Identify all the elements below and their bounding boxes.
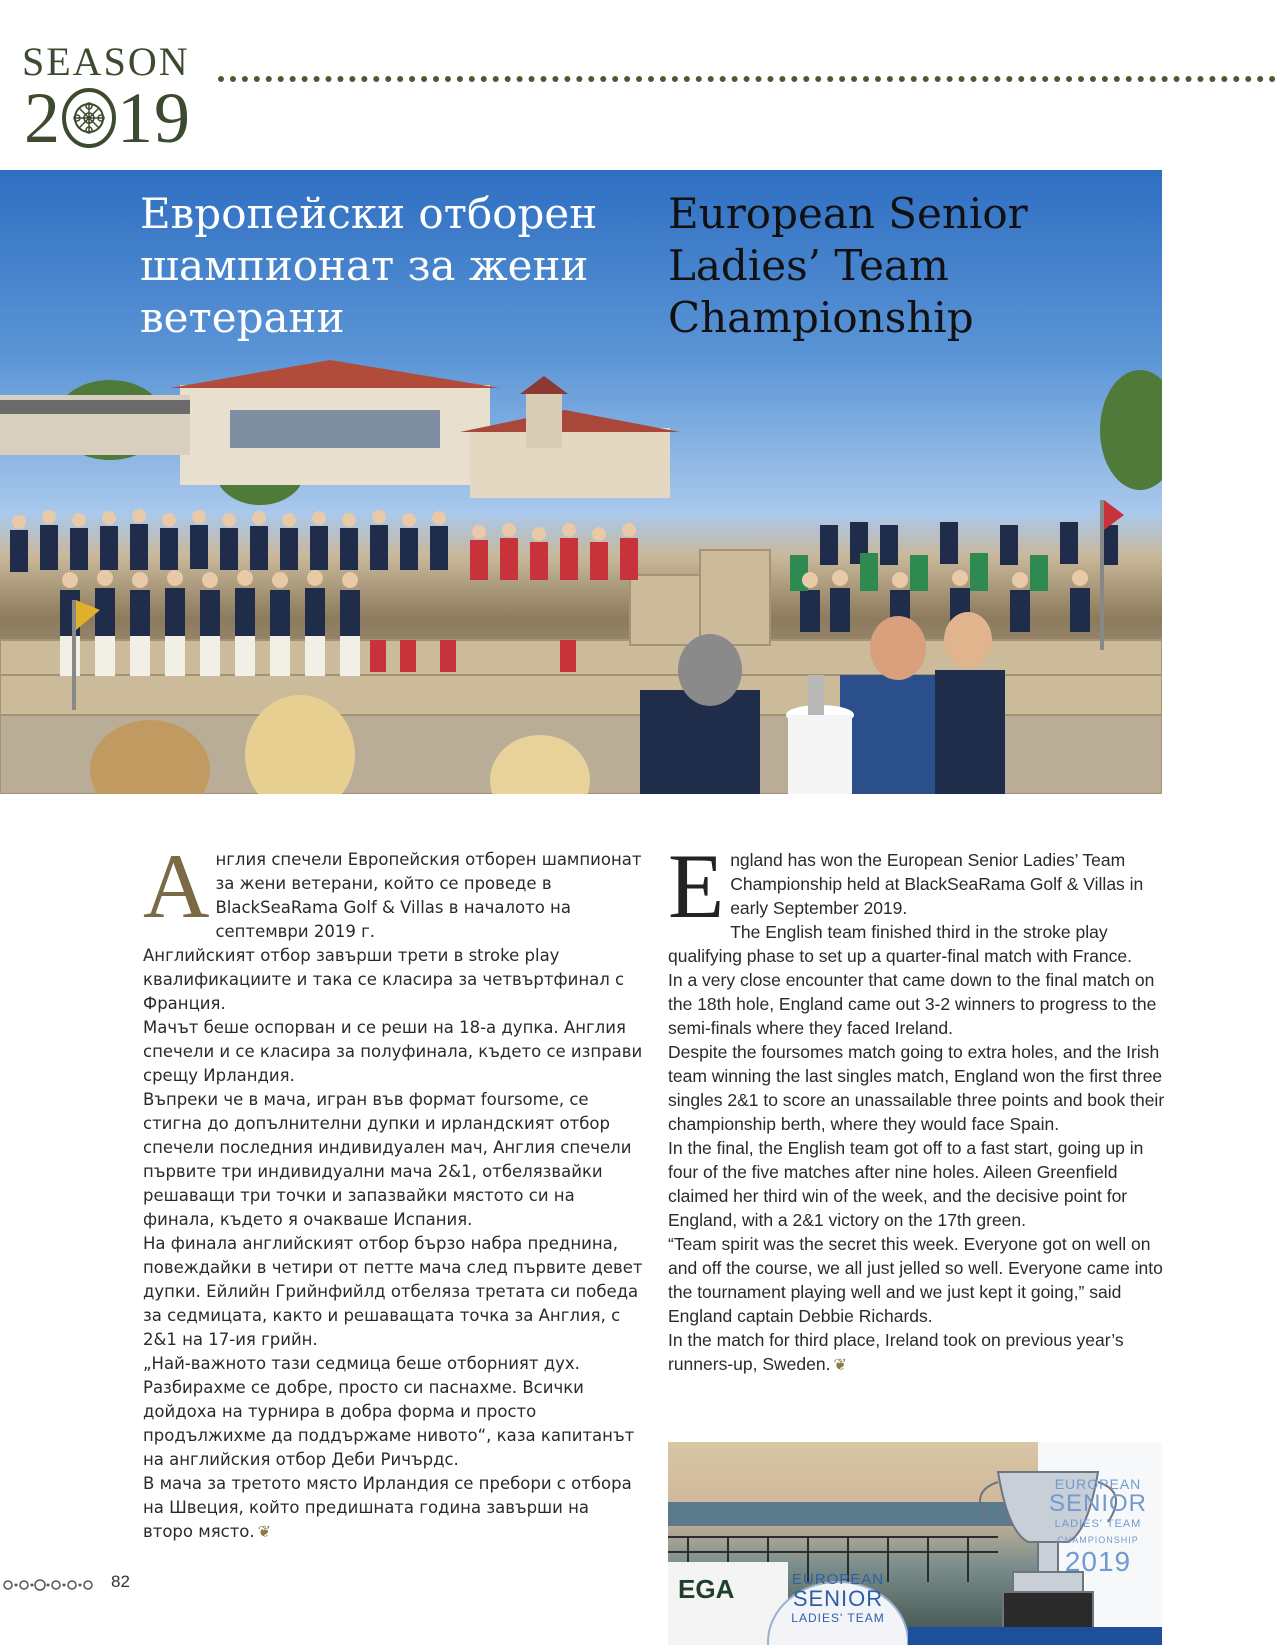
banner-line: LADIES' TEAM [1054,1518,1142,1530]
leaf-endmark-icon: ❦ [833,1357,847,1374]
season-year [24,78,191,158]
ega-logo: EGA [678,1574,735,1604]
banner-line: EUROPEAN [791,1571,885,1588]
championship-banner-backdrop [1038,1476,1158,1576]
hero-title-bulgarian: Европейски отборен шампионат за жени ветерани [140,189,598,342]
article-en-paragraph: “Team spirit was the secret this week. Everyone got on well on and off the course, we all just jelled so well. Everyone came into the tournament playing well and we just kept it going,” said England captain Debbie Richards. [668,1234,1163,1326]
championship-banner [776,1572,900,1626]
article-en-paragraph: Despite the foursomes match going to extra holes, and the Irish team winning the last singles match, England won the first three singles 2&1 to score an unassailable three points and book their championship berth, where they would face Spain. [668,1042,1165,1134]
ornament-emblem-icon [61,84,117,148]
banner-line: SENIOR [1048,1490,1147,1517]
article-bg-last-paragraph [143,1472,643,1544]
article-column-english [668,835,1168,1378]
year-suffix: 19 [117,78,191,158]
article-bg-paragraph: нглия спечели Европейския отборен шампионат за жени ветерани, който се проведе в BlackSeaRama Golf & Villas в началото на септември 2019 г. [215,850,642,941]
article-bg-paragraph: Мачът беше оспорван и се реши на 18-а дупка. Англия спечели и се класира за полуфинала, където се изправи срещу Ирландия. [143,1018,643,1085]
banner-line: LADIES' TEAM [791,1611,885,1625]
hero-title-english: European Senior Ladies’ Team Championship [668,189,1028,342]
article-bg-paragraph: Английският отбор завърши трети в stroke play квалификациите и така се класира за четвъртфинал с Франция. [143,946,625,1013]
season-branding [22,38,212,158]
header-dotted-rule [218,76,1276,82]
article-en-paragraph: The English team finished third in the stroke play qualifying phase to set up a quarter-final match with France. [668,922,1132,966]
dropcap-english: E [668,835,725,937]
footer-ornament-icon [0,1578,100,1592]
banner-line: CHAMPIONSHIP [1057,1535,1139,1545]
article-column-bulgarian [143,835,643,1544]
article-en-paragraph: ngland has won the European Senior Ladies’ Team Championship held at BlackSeaRama Golf & Villas in early September 2019. [730,850,1144,918]
article-en-paragraph: In the final, the English team got off to a fast start, going up in four of the five matches after nine holes. Aileen Greenfield claimed her third win of the week, and the decisive point for England, with a 2&1 victory on the 17th green. [668,1138,1144,1230]
season-label: SEASON [22,39,190,84]
article-en-paragraph: In a very close encounter that came down to the final match on the 18th hole, England came out 3-2 winners to progress to the semi-finals where they faced Ireland. [668,970,1157,1038]
banner-line: 2019 [1064,1546,1132,1577]
trophy-photo [668,1442,1162,1645]
hero-photo [0,170,1162,794]
article-bg-paragraph: В мача за третото място Ирландия се пребори с отбора на Швеция, който предишната година завърши на второ място. [143,1474,632,1541]
banner-line: SENIOR [792,1586,884,1611]
page-number: 82 [111,1572,130,1591]
article-bg-paragraph: На финала английският отбор бързо набра преднина, повеждайки в четири от петте мача след първите девет дупки. Ейлийн Грийнфийлд отбеляза третата си победа за седмицата, както и решаващата точка за Англия, с 2&1 на 17-ия грийн. [143,1234,643,1349]
article-bg-paragraph: „Най-важното тази седмица беше отборният дух. Разбирахме се добре, просто си паснахме. Всички дойдоха на турнира в добра форма и просто продължихме да поддържаме нивото“, каза капитанът на английския отбор Деби Ричърдс. [143,1354,635,1469]
banner-line: EUROPEAN [1054,1476,1142,1492]
article-en-paragraph: In the match for third place, Ireland took on previous year’s runners-up, Sweden. [668,1330,1124,1374]
leaf-endmark-icon: ❦ [257,1522,272,1541]
year-prefix: 2 [24,78,61,158]
article-en-last-paragraph [668,1328,1168,1378]
dropcap-bulgarian: А [143,835,210,937]
article-bg-paragraph: Въпреки че в мача, игран във формат foursome, се стигна до допълнителни дупки и ирландският отбор спечели последния индивидуален мач, Англия спечели първите три индивидуални мача 2&1, отбелязвайки решаващи три точки и запазвайки мястото си на финала, където я очакваше Испания. [143,1090,632,1229]
